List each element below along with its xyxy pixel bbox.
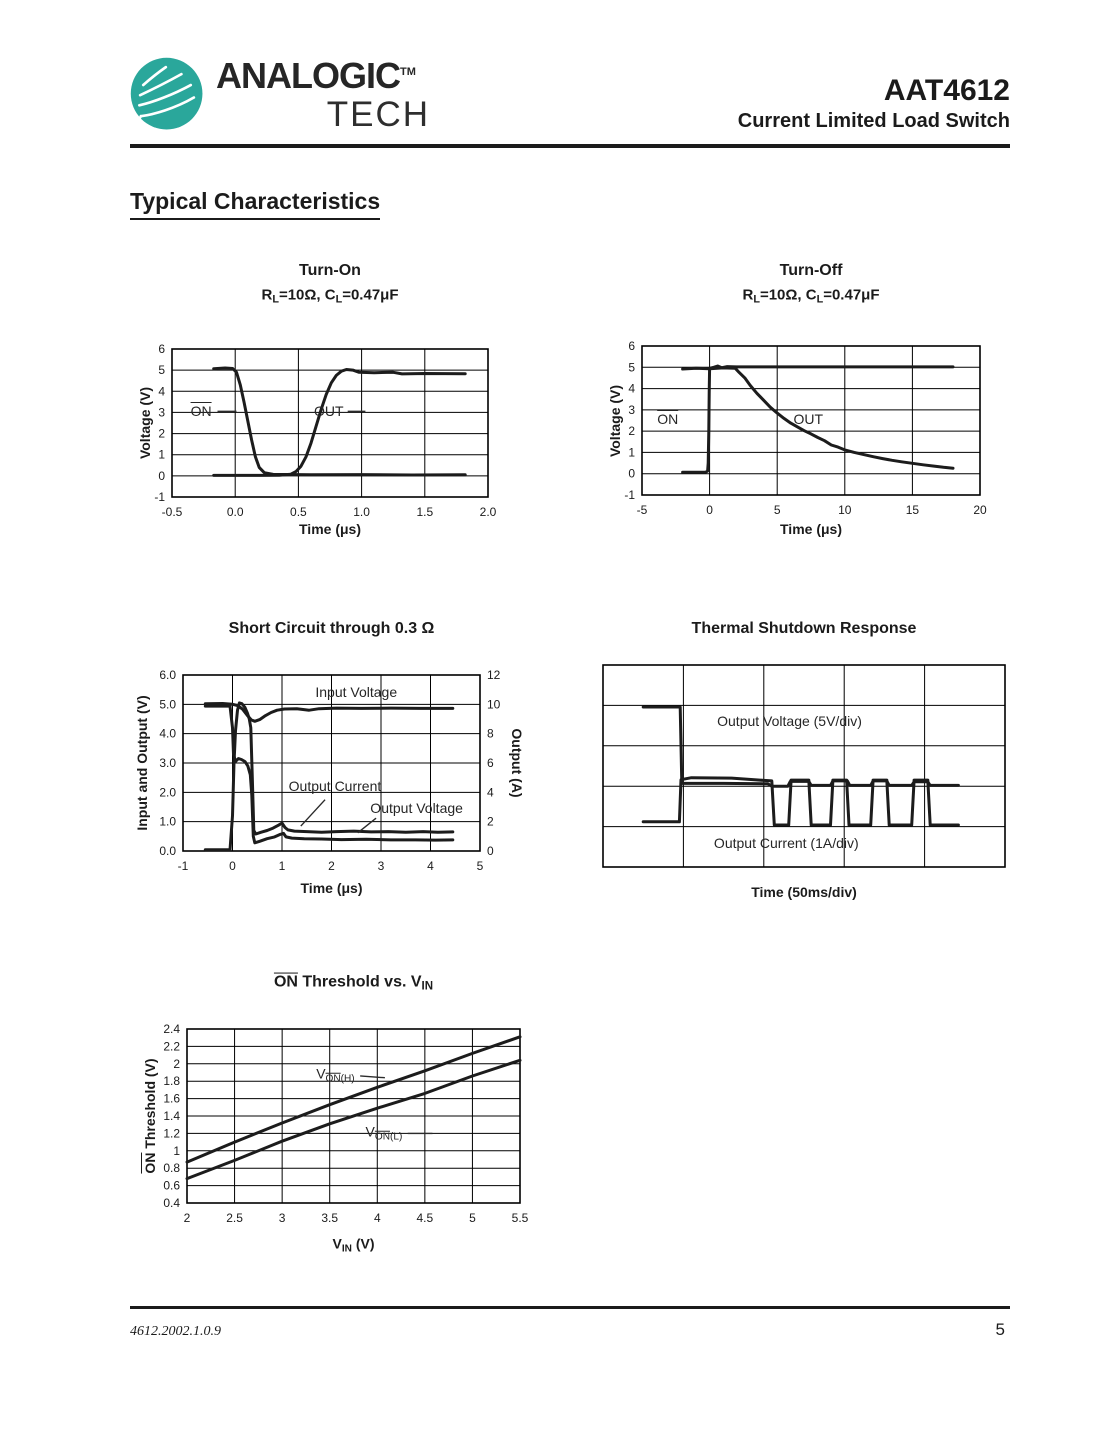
annotation-on-label: $\overline{ON}$ bbox=[657, 411, 679, 428]
y2-axis-label: Output (A) bbox=[509, 728, 525, 798]
x-axis-label: VIN (V) bbox=[332, 1235, 375, 1255]
svg-text:-1: -1 bbox=[177, 859, 189, 873]
annotation-von-l-label: $V\overline{ON}(L)$ bbox=[365, 1123, 403, 1142]
annotation-von-h-label: $V\overline{ON}(H)$ bbox=[316, 1065, 355, 1085]
annotation-output-current-label: Output Current bbox=[288, 778, 382, 795]
svg-text:1.0: 1.0 bbox=[353, 505, 370, 519]
svg-text:1: 1 bbox=[173, 1143, 180, 1158]
header-rule bbox=[130, 144, 1010, 148]
short-circuit-plot bbox=[120, 600, 545, 910]
analogictech-logo bbox=[130, 55, 430, 150]
svg-text:1: 1 bbox=[158, 447, 165, 462]
series-OUT bbox=[214, 370, 466, 476]
svg-text:2.0: 2.0 bbox=[159, 785, 176, 800]
svg-text:2: 2 bbox=[158, 426, 165, 441]
chart-short-circuit bbox=[120, 600, 545, 910]
svg-text:5.0: 5.0 bbox=[159, 697, 176, 712]
svg-text:1.2: 1.2 bbox=[163, 1126, 180, 1141]
x-axis-label: Time (μs) bbox=[780, 521, 842, 537]
svg-text:0.0: 0.0 bbox=[159, 844, 176, 858]
svg-text:0: 0 bbox=[628, 466, 635, 481]
svg-text:0.4: 0.4 bbox=[163, 1196, 180, 1210]
svg-text:0: 0 bbox=[229, 859, 236, 873]
svg-text:1.5: 1.5 bbox=[416, 505, 434, 519]
svg-text:1.4: 1.4 bbox=[163, 1109, 180, 1123]
svg-text:5: 5 bbox=[158, 363, 165, 378]
y-axis-label: Voltage (V) bbox=[607, 384, 623, 457]
svg-text:0: 0 bbox=[487, 844, 494, 858]
svg-text:1: 1 bbox=[278, 859, 286, 873]
svg-text:0.8: 0.8 bbox=[163, 1161, 180, 1176]
svg-text:1.0: 1.0 bbox=[159, 814, 176, 829]
svg-text:1.6: 1.6 bbox=[163, 1091, 180, 1106]
svg-text:4.0: 4.0 bbox=[159, 726, 176, 741]
svg-text:2: 2 bbox=[628, 424, 635, 439]
svg-text:5: 5 bbox=[469, 1211, 476, 1225]
svg-text:10: 10 bbox=[487, 697, 501, 712]
svg-text:0.6: 0.6 bbox=[163, 1178, 180, 1193]
chart-turn-off bbox=[600, 253, 1020, 553]
svg-text:6: 6 bbox=[158, 342, 165, 356]
svg-text:4: 4 bbox=[158, 384, 165, 399]
chart-title: Turn-On bbox=[299, 262, 361, 279]
y-axis-label: Voltage (V) bbox=[137, 386, 153, 460]
svg-text:3: 3 bbox=[628, 402, 635, 417]
svg-text:2: 2 bbox=[328, 859, 335, 873]
series-von-h bbox=[187, 1037, 520, 1162]
svg-text:2: 2 bbox=[183, 1211, 191, 1225]
company-name-text: ANALOGIC bbox=[216, 55, 400, 96]
x-axis-label: Time (50ms/div) bbox=[751, 884, 857, 900]
svg-text:8: 8 bbox=[487, 726, 494, 741]
svg-text:3.5: 3.5 bbox=[321, 1211, 339, 1225]
svg-text:5: 5 bbox=[773, 503, 781, 517]
company-name-line2: TECH bbox=[326, 95, 430, 134]
svg-text:1.8: 1.8 bbox=[163, 1074, 180, 1089]
svg-text:2: 2 bbox=[173, 1056, 180, 1071]
chart-title: Thermal Shutdown Response bbox=[691, 620, 917, 637]
svg-text:15: 15 bbox=[905, 503, 920, 517]
doc-subtitle: Current Limited Load Switch bbox=[737, 110, 1010, 132]
part-number: AAT4612 bbox=[883, 74, 1010, 107]
svg-text:4: 4 bbox=[628, 381, 635, 396]
chart-title: $\overline{ON}$ Threshold vs. VIN bbox=[273, 973, 434, 993]
chart-thermal-shutdown bbox=[590, 600, 1020, 910]
chart-subtitle: RL=10Ω, CL=0.47μF bbox=[742, 286, 880, 306]
series-output-voltage bbox=[205, 706, 452, 843]
footer-doc-id: 4612.2002.1.0.9 bbox=[130, 1324, 221, 1339]
footer-page-number: 5 bbox=[995, 1320, 1005, 1339]
svg-text:-1: -1 bbox=[624, 488, 635, 502]
svg-text:20: 20 bbox=[973, 503, 987, 517]
svg-text:5: 5 bbox=[476, 859, 484, 873]
company-name-line1 bbox=[216, 55, 416, 97]
x-axis-label: Time (μs) bbox=[300, 880, 363, 896]
x-axis-label: Time (μs) bbox=[299, 521, 361, 537]
svg-text:2: 2 bbox=[487, 814, 494, 829]
svg-text:2.0: 2.0 bbox=[479, 505, 497, 519]
annotation-output-current-label: Output Current (1A/div) bbox=[713, 834, 859, 851]
svg-text:4: 4 bbox=[487, 785, 494, 800]
chart-subtitle: RL=10Ω, CL=0.47μF bbox=[261, 286, 399, 306]
series-ON bbox=[214, 368, 466, 475]
annotation-on-label: $\overline{ON}$ bbox=[190, 403, 212, 420]
thermal-shutdown-plot bbox=[590, 600, 1020, 910]
svg-text:4.5: 4.5 bbox=[416, 1211, 434, 1225]
trademark-symbol: TM bbox=[400, 66, 416, 78]
annotation-out-label: OUT bbox=[793, 411, 824, 428]
annotation-output-voltage-label: Output Voltage bbox=[370, 800, 463, 817]
on-threshold-vs-vin-plot bbox=[130, 945, 575, 1275]
y-axis-label: $\overline{ON}$ Threshold (V) bbox=[142, 1058, 158, 1174]
svg-text:0: 0 bbox=[706, 503, 713, 517]
svg-text:6: 6 bbox=[628, 339, 635, 353]
svg-text:0.0: 0.0 bbox=[226, 505, 244, 519]
chart-on-threshold bbox=[130, 945, 575, 1275]
svg-text:-0.5: -0.5 bbox=[161, 505, 183, 519]
svg-text:5: 5 bbox=[628, 360, 635, 375]
svg-text:0.5: 0.5 bbox=[290, 505, 307, 519]
svg-text:-1: -1 bbox=[154, 490, 165, 504]
svg-text:3.0: 3.0 bbox=[159, 756, 176, 770]
chart-turn-on bbox=[120, 253, 540, 553]
footer-rule bbox=[130, 1306, 1010, 1309]
svg-text:4: 4 bbox=[373, 1211, 381, 1225]
svg-text:6: 6 bbox=[487, 756, 494, 770]
svg-text:-5: -5 bbox=[636, 503, 648, 517]
svg-text:4: 4 bbox=[427, 859, 434, 873]
svg-text:2.5: 2.5 bbox=[226, 1211, 243, 1225]
annotation-output-voltage-label: Output Voltage (5V/div) bbox=[717, 712, 862, 729]
svg-text:3: 3 bbox=[377, 859, 385, 873]
annotation-out-label: OUT bbox=[313, 403, 344, 420]
svg-text:6.0: 6.0 bbox=[159, 668, 176, 682]
chart-title: Turn-Off bbox=[779, 262, 843, 279]
annotation-input-voltage-label: Input Voltage bbox=[315, 684, 398, 700]
logo-mark-icon bbox=[130, 57, 204, 131]
svg-text:2.2: 2.2 bbox=[163, 1039, 180, 1054]
y-axis-label: Input and Output (V) bbox=[134, 695, 150, 831]
svg-text:2.4: 2.4 bbox=[163, 1022, 180, 1036]
svg-text:1: 1 bbox=[628, 445, 635, 460]
svg-text:5.5: 5.5 bbox=[511, 1211, 529, 1225]
chart-title: Short Circuit through 0.3 Ω bbox=[228, 620, 435, 637]
section-title: Typical Characteristics bbox=[130, 188, 380, 220]
series-output-current bbox=[205, 703, 452, 850]
svg-text:3: 3 bbox=[158, 405, 165, 420]
svg-text:3: 3 bbox=[278, 1211, 286, 1225]
svg-text:10: 10 bbox=[838, 503, 852, 517]
svg-text:12: 12 bbox=[487, 668, 501, 682]
svg-text:0: 0 bbox=[158, 468, 165, 483]
